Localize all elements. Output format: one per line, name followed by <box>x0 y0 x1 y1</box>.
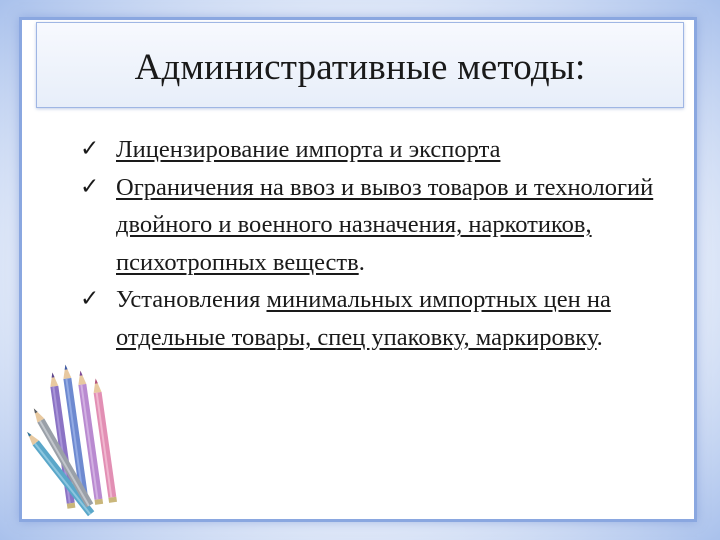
checkmark-icon: ✓ <box>80 136 100 162</box>
checkmark-icon: ✓ <box>80 173 100 200</box>
bullet-item-restrictions <box>80 169 690 282</box>
bullet-list <box>80 131 690 356</box>
bullet-text-restrictions: Ограничения на ввоз и вывоз товаров и технологий двойного и военного назначения, наркотиков, психотропных веществ <box>116 173 654 276</box>
checkmark-icon: ✓ <box>80 286 100 312</box>
bullet-period: . <box>358 248 365 276</box>
bullet-text-minimum-prices: минимальных импортных цен на отдельные товары, спец упаковку, маркировку <box>116 286 611 351</box>
slide-title: Административные методы: <box>134 47 586 88</box>
bullet-text-licensing: Лицензирование импорта и экспорта <box>116 136 501 163</box>
bullet-item-licensing <box>80 131 690 169</box>
bullet-period: . <box>596 323 603 351</box>
colored-pencils-icon <box>20 360 130 520</box>
bullet-item-minimum-prices <box>80 281 690 356</box>
bullet-text-lead: Установления <box>116 286 267 313</box>
